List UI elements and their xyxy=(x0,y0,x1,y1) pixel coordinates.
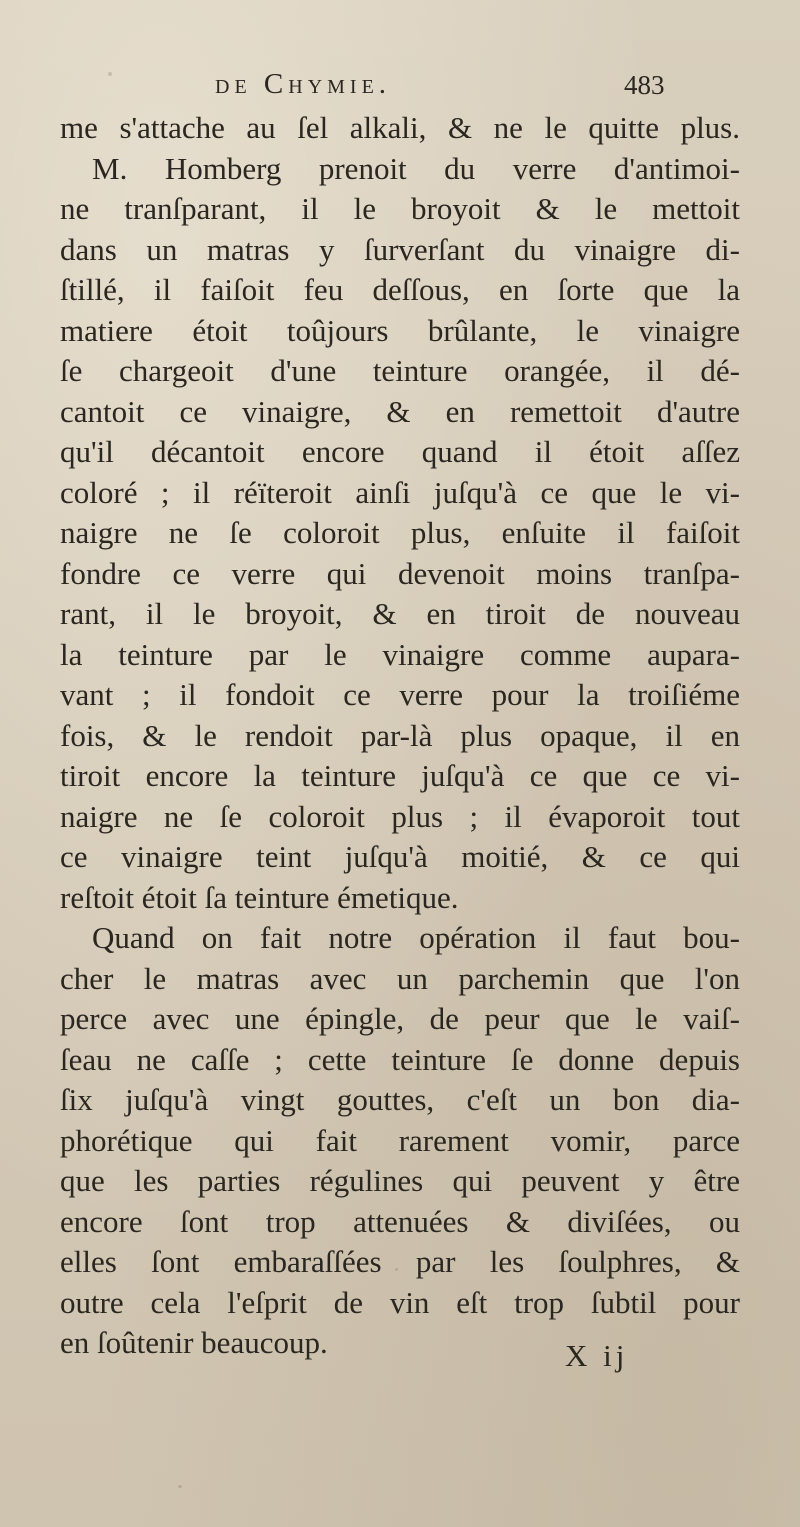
text-line: en ſoûtenir beaucoup. xyxy=(60,1325,328,1360)
text-line: que les parties régulines qui peuvent y être xyxy=(60,1163,740,1198)
text-line: me s'attache au ſel alkali, & ne le quitte plus. xyxy=(60,110,740,145)
running-title: de Chymie. xyxy=(215,68,392,100)
page-number: 483 xyxy=(624,70,665,100)
text-line: fois, & le rendoit par-là plus opaque, il en xyxy=(60,717,740,753)
text-line: cantoit ce vinaigre, & en remettoit d'autre xyxy=(60,393,740,429)
text-line: encore ſont trop attenuées & diviſées, ou xyxy=(60,1203,740,1239)
text-line: qu'il décantoit encore quand il étoit aſſez xyxy=(60,434,740,469)
text-line: ſe chargeoit d'une teinture orangée, il dé- xyxy=(60,353,740,388)
text-line: dans un matras y ſurverſant du vinaigre di- xyxy=(60,231,740,267)
text-line: naigre ne ſe coloroit plus, enſuite il faiſoit xyxy=(60,515,740,550)
text-line: vant ; il fondoit ce verre pour la troiſiéme xyxy=(60,677,740,712)
text-line: cher le matras avec un parchemin que l'on xyxy=(60,960,740,996)
text-line: elles ſont embaraſſées par les ſoulphres, & xyxy=(60,1244,740,1279)
text-line: ſeau ne caſſe ; cette teinture ſe donne depuis xyxy=(60,1041,740,1077)
text-line: la teinture par le vinaigre comme aupara- xyxy=(60,636,740,672)
text-line: ſix juſqu'à vingt gouttes, c'eſt un bon dia- xyxy=(60,1082,740,1117)
text-line: ne tranſparant, il le broyoit & le mettoit xyxy=(60,191,740,226)
signature-mark: X ij xyxy=(565,1338,629,1373)
text-line: M. Homberg prenoit du verre d'antimoi- xyxy=(92,150,740,186)
paper-spot xyxy=(178,1485,182,1488)
page-header xyxy=(0,68,800,108)
text-line: outre cela l'eſprit de vin eſt trop ſubtil pour xyxy=(60,1284,740,1320)
text-line: matiere étoit toûjours brûlante, le vinaigre xyxy=(60,312,740,348)
text-line: coloré ; il réïteroit ainſi juſqu'à ce que le vi- xyxy=(60,474,740,510)
body-text xyxy=(60,108,740,1364)
text-line: reſtoit étoit ſa teinture émetique. xyxy=(60,879,459,915)
text-line: rant, il le broyoit, & en tiroit de nouveau xyxy=(60,596,740,631)
text-line: ce vinaigre teint juſqu'à moitié, & ce qui xyxy=(60,839,740,874)
text-line: fondre ce verre qui devenoit moins tranſpa- xyxy=(60,555,740,591)
text-line: perce avec une épingle, de peur que le vaiſ- xyxy=(60,1001,740,1036)
text-line: tiroit encore la teinture juſqu'à ce que ce vi- xyxy=(60,758,740,793)
text-line: naigre ne ſe coloroit plus ; il évaporoit tout xyxy=(60,798,740,834)
text-line: ſtillé, il faiſoit feu deſſous, en ſorte que la xyxy=(60,272,740,307)
text-line: Quand on fait notre opération il faut bou- xyxy=(92,920,740,955)
text-line: phorétique qui fait rarement vomir, parce xyxy=(60,1122,740,1158)
